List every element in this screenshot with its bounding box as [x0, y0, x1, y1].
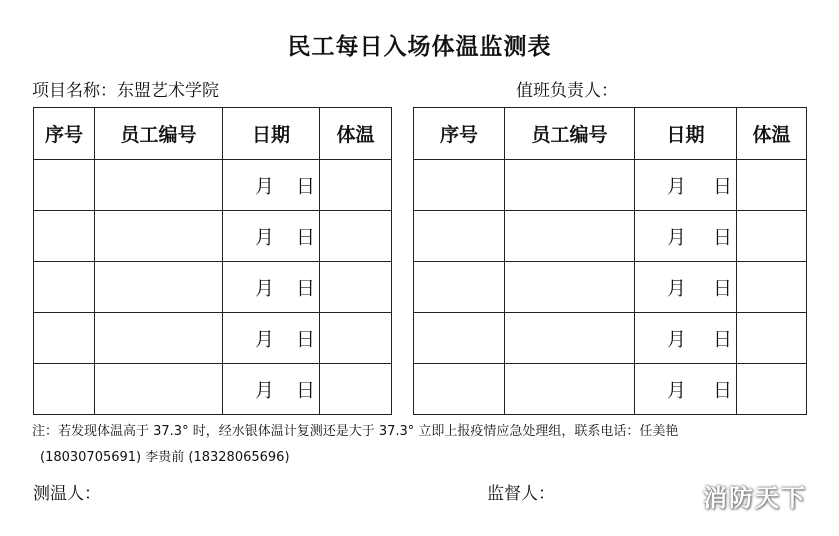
watermark-logo: 消防天下 — [703, 484, 807, 512]
note-line-1: 注：若发现体温高于 37.3° 时，经水银体温计复测还是大于 37.3° 立即上报疫情应急处理组，联系电话：任美艳 — [32, 424, 679, 439]
month-label: 月 — [255, 328, 275, 351]
header-seq: 序号 — [414, 108, 505, 160]
date-cell[interactable] — [223, 313, 320, 364]
temperature-cell[interactable] — [320, 364, 392, 415]
date-cell[interactable] — [635, 160, 737, 211]
employee-id-cell[interactable] — [95, 211, 223, 262]
header-seq: 序号 — [34, 108, 95, 160]
employee-id-cell[interactable] — [95, 364, 223, 415]
header-date: 日期 — [635, 108, 737, 160]
table-row — [414, 160, 807, 211]
month-label: 月 — [255, 226, 275, 249]
employee-id-cell[interactable] — [505, 313, 635, 364]
month-label: 月 — [255, 379, 275, 402]
table-header-row — [414, 108, 807, 160]
project-name-value: 东盟艺术学院 — [117, 81, 219, 101]
temperature-cell[interactable] — [320, 313, 392, 364]
project-name-label: 项目名称： — [32, 81, 117, 101]
left-temperature-table — [33, 107, 392, 415]
day-label: 日 — [295, 226, 315, 249]
date-cell[interactable] — [635, 211, 737, 262]
table-row — [34, 313, 392, 364]
table-row — [414, 313, 807, 364]
supervisor-signature: 监督人： — [487, 484, 555, 504]
date-cell[interactable] — [223, 160, 320, 211]
seq-cell[interactable] — [34, 313, 95, 364]
table-row — [34, 211, 392, 262]
header-employee-id: 员工编号 — [95, 108, 223, 160]
day-label: 日 — [712, 277, 732, 300]
temperature-cell[interactable] — [320, 160, 392, 211]
month-label: 月 — [667, 277, 687, 300]
seq-cell[interactable] — [414, 313, 505, 364]
employee-id-cell[interactable] — [505, 211, 635, 262]
month-label: 月 — [667, 226, 687, 249]
note-line-2: (18030705691) 李贵前 (18328065696) — [40, 450, 290, 465]
day-label: 日 — [295, 328, 315, 351]
seq-cell[interactable] — [414, 262, 505, 313]
month-label: 月 — [667, 175, 687, 198]
right-temperature-table — [413, 107, 807, 415]
table-row — [414, 211, 807, 262]
seq-cell[interactable] — [34, 364, 95, 415]
temperature-cell[interactable] — [320, 262, 392, 313]
seq-cell[interactable] — [414, 364, 505, 415]
temperature-cell[interactable] — [737, 262, 807, 313]
seq-cell[interactable] — [34, 262, 95, 313]
date-cell[interactable] — [635, 313, 737, 364]
temperature-cell[interactable] — [737, 160, 807, 211]
header-employee-id: 员工编号 — [505, 108, 635, 160]
day-label: 日 — [712, 226, 732, 249]
date-cell[interactable] — [223, 211, 320, 262]
header-temperature: 体温 — [737, 108, 807, 160]
temperature-cell[interactable] — [320, 211, 392, 262]
day-label: 日 — [712, 328, 732, 351]
employee-id-cell[interactable] — [505, 160, 635, 211]
seq-cell[interactable] — [414, 160, 505, 211]
document-title: 民工每日入场体温监测表 — [287, 33, 552, 60]
table-row — [34, 160, 392, 211]
date-cell[interactable] — [223, 364, 320, 415]
table-header-row — [34, 108, 392, 160]
date-cell[interactable] — [635, 262, 737, 313]
month-label: 月 — [667, 328, 687, 351]
table-row — [34, 364, 392, 415]
date-cell[interactable] — [223, 262, 320, 313]
employee-id-cell[interactable] — [505, 364, 635, 415]
table-row — [34, 262, 392, 313]
day-label: 日 — [712, 175, 732, 198]
temperature-cell[interactable] — [737, 211, 807, 262]
header-temperature: 体温 — [320, 108, 392, 160]
header-date: 日期 — [223, 108, 320, 160]
day-label: 日 — [295, 277, 315, 300]
table-row — [414, 364, 807, 415]
project-name — [32, 76, 219, 101]
temperature-cell[interactable] — [737, 364, 807, 415]
month-label: 月 — [667, 379, 687, 402]
employee-id-cell[interactable] — [95, 313, 223, 364]
measurer-signature: 测温人： — [33, 484, 101, 504]
temperature-cell[interactable] — [737, 313, 807, 364]
employee-id-cell[interactable] — [505, 262, 635, 313]
seq-cell[interactable] — [34, 211, 95, 262]
seq-cell[interactable] — [34, 160, 95, 211]
on-duty-person: 值班负责人： — [516, 81, 618, 101]
table-row — [414, 262, 807, 313]
employee-id-cell[interactable] — [95, 160, 223, 211]
seq-cell[interactable] — [414, 211, 505, 262]
day-label: 日 — [295, 175, 315, 198]
date-cell[interactable] — [635, 364, 737, 415]
month-label: 月 — [255, 175, 275, 198]
day-label: 日 — [295, 379, 315, 402]
employee-id-cell[interactable] — [95, 262, 223, 313]
day-label: 日 — [712, 379, 732, 402]
month-label: 月 — [255, 277, 275, 300]
